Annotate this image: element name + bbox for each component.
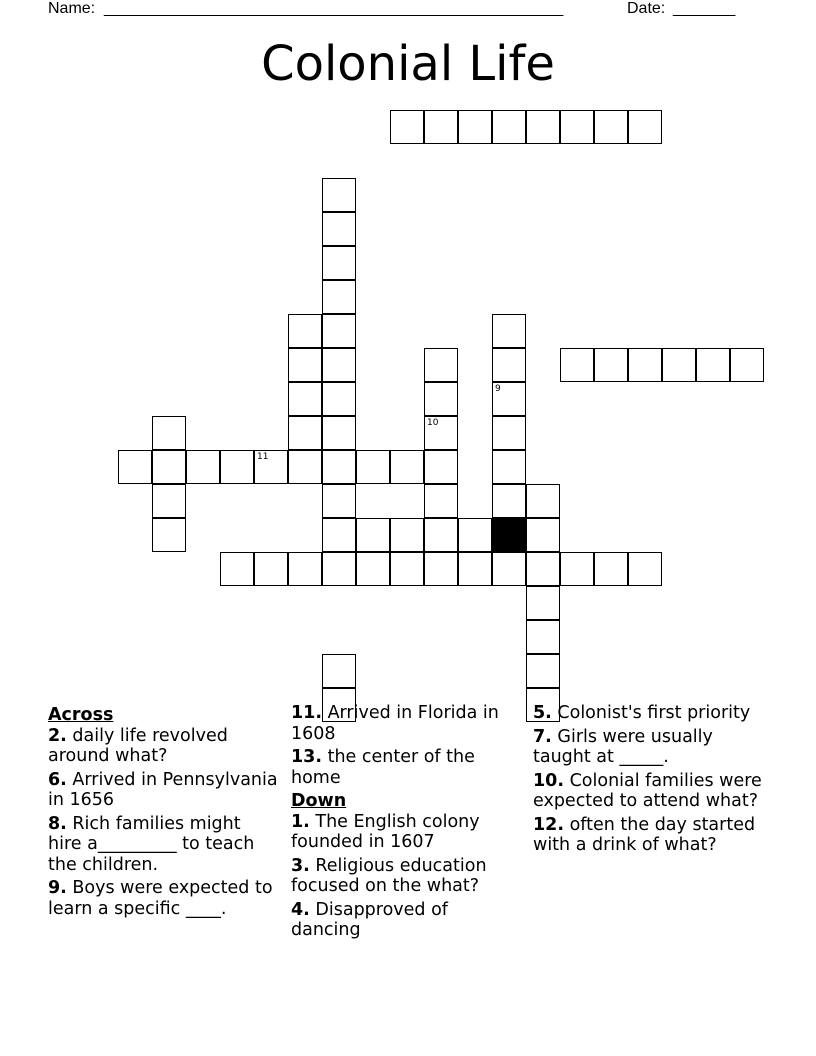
clue-number: 11. [291,703,323,723]
crossword-cell[interactable] [424,348,458,382]
clue-number: 7. [533,726,552,747]
crossword-cell[interactable] [322,484,356,518]
date-line[interactable]: _______ [673,0,736,17]
clue-item [48,814,278,876]
crossword-cell[interactable] [152,518,186,552]
clue-text: the center of the home [291,747,475,788]
crossword-cell[interactable] [254,552,288,586]
crossword-cell[interactable] [526,110,560,144]
crossword-cell[interactable] [696,348,730,382]
crossword-cell[interactable] [492,382,526,416]
crossword-cell[interactable] [390,110,424,144]
clue-text: Colonist's first priority [551,703,751,723]
crossword-cell[interactable] [424,110,458,144]
crossword-cell[interactable] [628,348,662,382]
crossword-cell[interactable] [152,484,186,518]
crossword-cell[interactable] [492,450,526,484]
crossword-cell[interactable] [288,348,322,382]
crossword-cell[interactable] [390,552,424,586]
clue-item [291,812,521,853]
crossword-cell[interactable] [424,484,458,518]
date-label: Date: [627,0,666,17]
clue-item [533,727,763,768]
crossword-cell[interactable] [424,518,458,552]
clue-number-label: 11 [257,452,269,462]
crossword-cell[interactable] [288,552,322,586]
clue-number: 13. [291,747,323,767]
crossword-cell[interactable] [322,178,356,212]
crossword-cell[interactable] [356,518,390,552]
crossword-cell[interactable] [390,450,424,484]
crossword-cell[interactable] [594,348,628,382]
clue-number: 3. [291,855,310,876]
across-clue-list-continued [291,703,521,788]
crossword-cell[interactable] [322,654,356,688]
page-title: Colonial Life [261,36,555,92]
crossword-cell[interactable] [322,416,356,450]
crossword-cell[interactable] [492,416,526,450]
clue-number: 12. [533,814,565,835]
clues-column-2 [291,703,521,944]
crossword-cell[interactable] [288,314,322,348]
crossword-cell[interactable] [560,552,594,586]
clue-item [48,770,278,811]
crossword-cell[interactable] [594,552,628,586]
clue-item [291,703,521,744]
crossword-cell[interactable] [288,382,322,416]
crossword-cell[interactable] [492,110,526,144]
clue-number: 8. [48,813,67,834]
clue-text: Colonial families were expected to attend what? [533,770,762,811]
clue-number: 10. [533,770,565,791]
crossword-cell[interactable] [730,348,764,382]
clue-text: daily life revolved around what? [48,725,228,766]
clue-text: Girls were usually taught at _____. [533,726,713,767]
clue-text: The English colony founded in 1607 [291,811,480,852]
clue-number-label: 10 [427,418,439,428]
clue-item [533,703,763,724]
crossword-cell[interactable] [526,586,560,620]
crossword-cell[interactable] [220,450,254,484]
crossword-cell[interactable] [152,450,186,484]
clues-column-1 [48,703,278,922]
clue-text: Boys were expected to learn a specific ____. [48,878,273,919]
crossword-cell[interactable] [526,552,560,586]
crossword-cell[interactable] [628,552,662,586]
crossword-cell[interactable] [458,110,492,144]
crossword-cell[interactable] [526,620,560,654]
crossword-cell[interactable] [322,246,356,280]
crossword-cell[interactable] [390,518,424,552]
crossword-cell[interactable] [288,416,322,450]
clues-column-3 [533,703,763,859]
clue-text: Religious education focused on the what? [291,855,487,896]
clue-number: 4. [291,899,310,920]
clue-number: 5. [533,703,552,723]
clue-text: Disapproved of dancing [291,899,448,940]
crossword-cell[interactable] [322,314,356,348]
across-clue-list [48,726,278,920]
crossword-cell[interactable] [458,552,492,586]
crossword-cell[interactable] [322,552,356,586]
clue-number: 1. [291,811,310,832]
clue-text: Arrived in Florida in 1608 [291,703,499,744]
clue-number-label: 9 [495,384,501,394]
clue-item [48,878,278,919]
clue-item [48,726,278,767]
clue-text: often the day started with a drink of what? [533,814,756,855]
name-label: Name: [48,0,96,17]
crossword-cell[interactable] [186,450,220,484]
clue-text: Arrived in Pennsylvania in 1656 [48,769,278,810]
clue-number: 6. [48,769,67,790]
crossword-cell[interactable] [560,348,594,382]
crossword-block-cell [492,518,526,552]
crossword-cell[interactable] [322,280,356,314]
clue-item [533,771,763,812]
crossword-cell[interactable] [356,450,390,484]
crossword-cell[interactable] [560,110,594,144]
clue-text: Rich families might hire a_________ to teach the children. [48,813,255,875]
down-clue-list [291,812,521,941]
crossword-cell[interactable] [322,382,356,416]
crossword-cell[interactable] [526,484,560,518]
clue-number: 2. [48,725,67,746]
crossword-cell[interactable] [424,450,458,484]
name-line[interactable]: ______________________________________________________ [104,0,563,17]
crossword-cell[interactable] [594,110,628,144]
clue-item [291,747,521,788]
clue-item [533,815,763,856]
crossword-cell[interactable] [492,314,526,348]
clue-number: 9. [48,878,67,898]
crossword-cell[interactable] [526,654,560,688]
crossword-cell[interactable] [492,348,526,382]
crossword-cell[interactable] [322,212,356,246]
clue-item [291,856,521,897]
crossword-cell[interactable] [322,518,356,552]
crossword-cell[interactable] [356,552,390,586]
across-heading: Across [48,705,114,725]
crossword-cell[interactable] [288,450,322,484]
crossword-cell[interactable] [322,450,356,484]
crossword-cell[interactable] [424,416,458,450]
crossword-cell[interactable] [118,450,152,484]
crossword-cell[interactable] [662,348,696,382]
crossword-cell[interactable] [322,348,356,382]
crossword-cell[interactable] [526,518,560,552]
crossword-cell[interactable] [492,552,526,586]
down-clue-list-continued [533,703,763,856]
crossword-cell[interactable] [220,552,254,586]
crossword-cell[interactable] [458,518,492,552]
crossword-cell[interactable] [254,450,288,484]
crossword-cell[interactable] [424,552,458,586]
down-heading: Down [291,791,347,811]
crossword-cell[interactable] [492,484,526,518]
crossword-cell[interactable] [152,416,186,450]
clue-item [291,900,521,941]
crossword-cell[interactable] [424,382,458,416]
crossword-cell[interactable] [628,110,662,144]
